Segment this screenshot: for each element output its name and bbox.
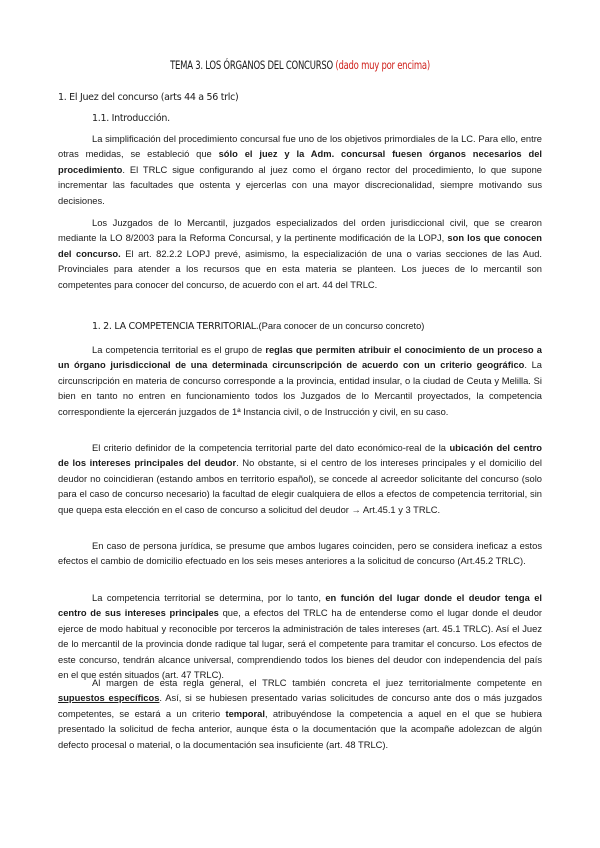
- subsection-heading-competencia: 1. 2. LA COMPETENCIA TERRITORIAL.(Para conocer de un concurso concreto): [92, 321, 425, 332]
- section-heading-juez: 1. El Juez del concurso (arts 44 a 56 trlc): [58, 92, 239, 103]
- title-note: (dado muy por encima): [335, 58, 430, 72]
- paragraph-competencia-5: Al margen de esta regla general, el TRLC también concreta el juez territorialmente competente en supuestos específicos. Así, si se hubiesen presentado varias solicitudes de concurso ante dos o más juzgados competentes, se estará a un criterio temporal, atribuyéndose la competencia a aquel en el que se hubiera presentado la solicitud de fecha anterior, aunque ésta o la documentación que la acompañe adolezcan de algún defecto procesal o material, o la documentación sea insuficiente (art. 48 TRLC).: [58, 678, 543, 750]
- subsection-heading-introduccion: 1.1. Introducción.: [92, 113, 170, 124]
- paragraph-intro-1: La simplificación del procedimiento concursal fue uno de los objetivos primordiales de la LC. Para ello, entre otras medidas, se estableció que sólo el juez y la Adm. concursal fuesen órganos necesarios del procedimiento. El TRLC sigue configurando al juez como el órgano rector del procedimiento, lo que supone incrementar las facultades que ostenta y ejercerlas con una mayor discrecionalidad, siempre motivando sus decisiones.: [58, 134, 542, 206]
- paragraph-intro-2: Los Juzgados de lo Mercantil, juzgados especializados del orden jurisdiccional civil, que se crearon mediante la LO 8/2003 para la Reforma Concursal, y la pertinente modificación de la LOPJ, son los que conocen del concurso. El art. 82.2.2 LOPJ prevé, asimismo, la especialización de una o varias secciones de las Aud. Provinciales para atender a los recursos que en esta materia se planteen. Los jueces de lo mercantil son competentes para conocer del concurso, de acuerdo con el art. 44 del TRLC.: [58, 218, 542, 290]
- paragraph-competencia-2: El criterio definidor de la competencia territorial parte del dato económico-real de la ubicación del centro de los intereses principales del deudor. No obstante, si el centro de los intereses principales y el domicilio del deudor no coincidieran (estando ambos en territorio español), se concede al acreedor solicitante del concurso (solo para el caso de concurso necesario) la facultad de elegir cualquiera de ellos a efectos de competencia territorial, sin que quepa esta elección en el caso de concurso a solicitud del deudor → Art.45.1 y 3 TRLC.: [58, 443, 542, 515]
- paragraph-competencia-3: En caso de persona jurídica, se presume que ambos lugares coinciden, pero se considera ineficaz a estos efectos el cambio de domicilio efectuado en los seis meses anteriores a la solicitud de concurso (Art.45.2 TRLC).: [58, 541, 542, 567]
- title-main: TEMA 3. LOS ÓRGANOS DEL CONCURSO: [170, 58, 333, 72]
- page-title: [54, 58, 546, 72]
- paragraph-competencia-1: La competencia territorial es el grupo de reglas que permiten atribuir el conocimiento de un proceso a un órgano jurisdiccional de una determinada circunscripción de acuerdo con un criterio geográfico. La circunscripción en materia de concurso corresponde a la provincia, entidad insular, o la ciudad de Ceuta y Melilla. Si bien en tanto no entren en funcionamiento todos los Juzgados de lo Mercantil proyectados, la competencia correspondiente la ejercerán juzgados de 1ª Instancia civil, o de Instrucción y civil, en su caso.: [58, 345, 542, 417]
- paragraph-competencia-4: La competencia territorial se determina, por lo tanto, en función del lugar donde el deudor tenga el centro de sus intereses principales que, a efectos del TRLC ha de entenderse como el lugar donde el deudor ejerce de modo habitual y reconocible por terceros la administración de tales intereses (art. 45.1 TRLC). Así el Juez de lo mercantil de la provincia donde radique tal lugar, será el competente para tramitar el concurso. Los efectos de este concurso, tendrán alcance universal, comprendiendo todos los bienes del deudor con independencia del país en el que estén situados (art. 47 TRLC).: [58, 593, 543, 681]
